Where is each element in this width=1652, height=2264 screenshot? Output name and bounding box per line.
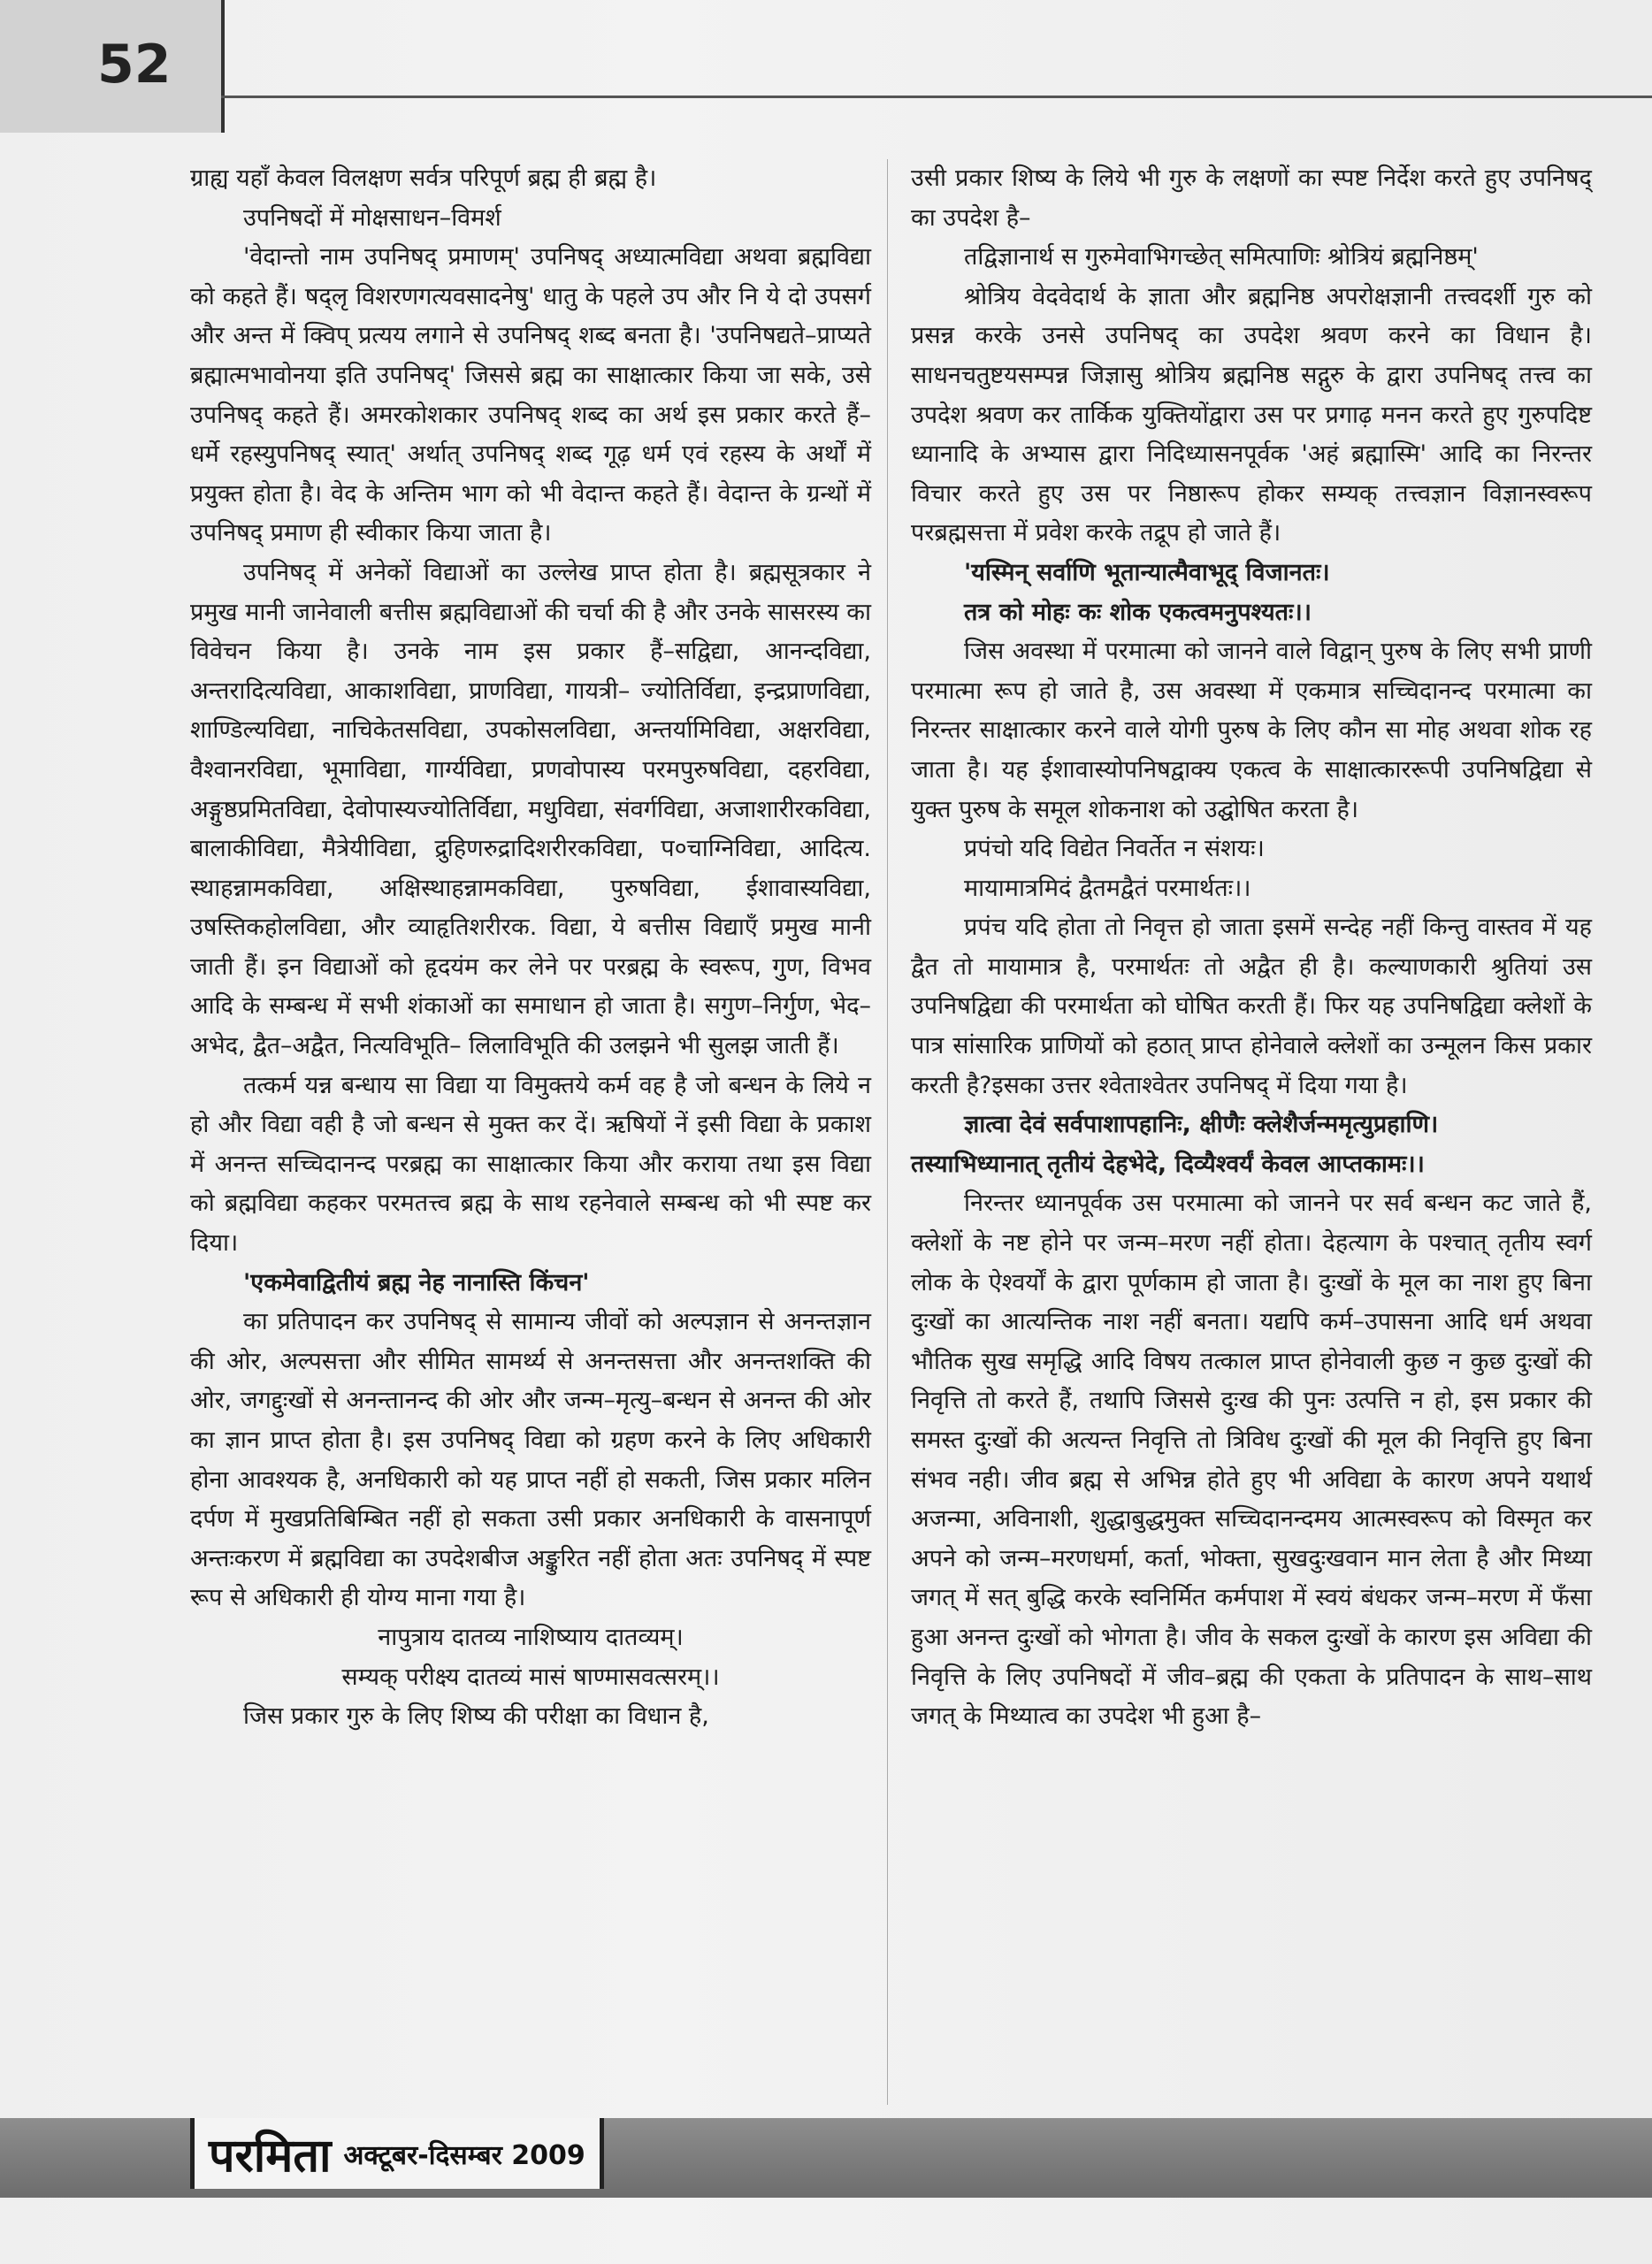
paragraph: श्रोत्रिय वेदवेदार्थ के ज्ञाता और ब्रह्मनिष्ठ अपरोक्षज्ञानी तत्त्वदर्शी गुरु को प्रसन्न करके उनसे उपनिषद् का उपदेश श्रवण करने का विधान है। साधनचतुष्टयसम्पन्न जिज्ञासु श्रोत्रिय ब्रह्मनिष्ठ सद्गुरु के द्वारा उपनिषद् तत्त्व का उपदेश श्रवण कर तार्किक युक्तियोंद्वारा उस पर प्रगाढ़ मनन करते हुए गुरुपदिष्ट ध्यानादि के अभ्यास द्वारा निदिध्यासनपूर्वक 'अहं ब्रह्मास्मि' आदि का निरन्तर विचार करते हुए उस पर निष्ठारूप होकर सम्यक् तत्त्वज्ञान विज्ञानस्वरूप परब्रह्मसत्ता में प्रवेश करके तद्रूप हो जाते हैं। <box>911 282 1592 547</box>
paragraph: तत्कर्म यन्न बन्धाय सा विद्या या विमुक्तये कर्म वह है जो बन्धन के लिये न हो और विद्या वही है जो बन्धन से मुक्त कर दें। ऋषियों नें इसी विद्या के प्रकाश में अनन्त सच्चिदानन्द परब्रह्म का साक्षात्कार किया और कराया तथा इस विद्या को ब्रह्मविद्या कहकर परमतत्त्व ब्रह्म के साथ रहनेवाले सम्बन्ध को भी स्पष्ट कर दिया। <box>190 1071 871 1258</box>
paragraph: निरन्तर ध्यानपूर्वक उस परमात्मा को जानने पर सर्व बन्धन कट जाते हैं, क्लेशों के नष्ट होने पर जन्म–मरण नहीं होता। देहत्याग के पश्चात् तृतीय स्वर्ग लोक के ऐश्वर्यों के द्वारा पूर्णकाम हो जाता है। दुःखों के मूल का नाश हुए बिना दुःखों का आत्यन्तिक नाश नहीं बनता। यद्यपि कर्म–उपासना आदि धर्म अथवा भौतिक सुख समृद्धि आदि विषय तत्काल प्राप्त होनेवाली कुछ न कुछ दुःखों की निवृत्ति तो करते हैं, तथापि जिससे दुःख की पुनः उत्पत्ति न हो, इस प्रकार की समस्त दुःखों की अत्यन्त निवृत्ति तो त्रिविध दुःखों की मूल की निवृत्ति हुए बिना संभव नही। जीव ब्रह्म से अभिन्न होते हुए भी अविद्या के कारण अपने यथार्थ अजन्मा, अविनाशी, शुद्धाबुद्धमुक्त सच्चिदानन्दमय आत्मस्वरूप को विस्मृत कर अपने को जन्म–मरणधर्मा, कर्ता, भोक्ता, सुखदुःखवान मान लेता है और मिथ्या जगत् में सत् बुद्धि करके स्वनिर्मित कर्मपाश में स्वयं बंधकर जन्म–मरण में फँसा हुआ अनन्त दुःखों को भोगता है। जीव के सकल दुःखों के कारण इस अविद्या की निवृत्ति के लिए उपनिषदों में जीव–ब्रह्म की एकता के प्रतिपादन के साथ–साथ जगत् के मिथ्यात्व का उपदेश भी हुआ है– <box>911 1189 1592 1731</box>
sanskrit-quote: तद्विज्ञानार्थ स गुरुमेवाभिगच्छेत् समित्पाणिः श्रोत्रियं ब्रह्मनिष्ठम्' <box>964 243 1479 272</box>
sanskrit-verse-line: तस्याभिध्यानात् तृतीयं देहभेदे, दिव्यैश्वर्यं केवल आप्तकामः।। <box>911 1150 1425 1178</box>
column-divider <box>887 159 888 2105</box>
page-number-box <box>0 0 225 133</box>
sanskrit-verse-line: सम्यक् परीक्ष्य दातव्यं मासं षाण्मासवत्सरम्।। <box>341 1663 720 1691</box>
paragraph: प्रपंच यदि होता तो निवृत्त हो जाता इसमें सन्देह नहीं किन्तु वास्तव में यह द्वैत तो मायामात्र है, परमार्थतः तो अद्वैत ही है। कल्याणकारी श्रुतियां उस उपनिषद्विद्या की परमार्थता को घोषित करती हैं। फिर यह उपनिषद्विद्या क्लेशों के पात्र सांसारिक प्राणियों को हठात् प्राप्त होनेवाले क्लेशों का उन्मूलन किस प्रकार करती है?इसका उत्तर श्वेताश्वेतर उपनिषद् में दिया गया है। <box>911 914 1592 1099</box>
paragraph: उसी प्रकार शिष्य के लिये भी गुरु के लक्षणों का स्पष्ट निर्देश करते हुए उपनिषद् का उपदेश है– <box>911 164 1592 232</box>
sanskrit-verse-line: नापुत्राय दातव्य नाशिष्याय दातव्यम्। <box>378 1623 684 1651</box>
page-number: 52 <box>97 34 172 96</box>
paragraph: का प्रतिपादन कर उपनिषद् से सामान्य जीवों को अल्पज्ञान से अनन्तज्ञान की ओर, अल्पसत्ता और सीमित सामर्थ्य से अनन्तसत्ता और अनन्तशक्ति की ओर, जगद्दुःखों से अनन्तानन्द की ओर और जन्म–मृत्यु–बन्धन से अनन्त की ओर का ज्ञान प्राप्त होता है। इस उपनिषद् विद्या को ग्रहण करने के लिए अधिकारी होना आवश्यक है, अनधिकारी को यह प्राप्त नहीं हो सकती, जिस प्रकार मलिन दर्पण में मुखप्रतिबिम्बित नहीं हो सकता उसी प्रकार अनधिकारी के वासनापूर्ण अन्तःकरण में ब्रह्मविद्या का उपदेशबीज अङ्कुरित नहीं होता अतः उपनिषद् में स्पष्ट रूप से अधिकारी ही योग्य माना गया है। <box>190 1308 871 1612</box>
magazine-title: परमिता <box>209 2129 332 2183</box>
paragraph: 'वेदान्तो नाम उपनिषद् प्रमाणम्' उपनिषद् अध्यात्मविद्या अथवा ब्रह्मविद्या को कहते हैं। षद्लृ विशरणगत्यवसादनेषु' धातु के पहले उप और नि ये दो उपसर्ग और अन्त में क्विप् प्रत्यय लगाने से उपनिषद् शब्द बनता है। 'उपनिषद्यते–प्राप्यते ब्रह्मात्मभावोनया इति उपनिषद्' जिससे ब्रह्म का साक्षात्कार किया जा सके, उसे उपनिषद् कहते हैं। अमरकोशकार उपनिषद् शब्द का अर्थ इस प्रकार करते हैं– धर्मे रहस्युपनिषद् स्यात्' अर्थात् उपनिषद् शब्द गूढ़ धर्म एवं रहस्य के अर्थों में प्रयुक्त होता है। वेद के अन्तिम भाग को भी वेदान्त कहते हैं। वेदान्त के ग्रन्थों में उपनिषद् प्रमाण ही स्वीकार किया जाता है। <box>190 243 871 547</box>
paragraph: जिस अवस्था में परमात्मा को जानने वाले विद्वान् पुरुष के लिए सभी प्राणी परमात्मा रूप हो जाते है, उस अवस्था में एकमात्र सच्चिदानन्द परमात्मा का निरन्तर साक्षात्कार करने वाले योगी पुरुष के लिए कौन सा मोह अथवा शोक रह जाता है। यह ईशावास्योपनिषद्वाक्य एकत्व के साक्षात्काररूपी उपनिषद्विद्या से युक्त पुरुष के समूल शोकनाश को उद्घोषित करता है। <box>911 638 1592 823</box>
sanskrit-verse-line: प्रपंचो यदि विद्येत निवर्तेत न संशयः। <box>964 835 1265 863</box>
paragraph: जिस प्रकार गुरु के लिए शिष्य की परीक्षा का विधान है, <box>243 1702 709 1731</box>
sanskrit-verse-line: मायामात्रमिदं द्वैतमद्वैतं परमार्थतः।। <box>964 874 1251 902</box>
paragraph: ग्राह्य यहाँ केवल विलक्षण सर्वत्र परिपूर्ण ब्रह्म ही ब्रह्म है। <box>190 164 657 192</box>
section-heading: उपनिषदों में मोक्षसाधन–विमर्श <box>243 203 501 232</box>
sanskrit-quote: 'एकमेवाद्वितीयं ब्रह्म नेह नानास्ति किंचन' <box>243 1268 590 1296</box>
header-rule <box>221 96 1652 98</box>
left-column <box>190 159 871 1737</box>
sanskrit-verse-line: ज्ञात्वा देवं सर्वपाशापहानिः, क्षीणैः क्लेशैर्जन्ममृत्युप्रहाणि। <box>964 1111 1439 1139</box>
issue-date: अक्टूबर-दिसम्बर 2009 <box>343 2139 585 2171</box>
sanskrit-verse-line: 'यस्मिन् सर्वाणि भूतान्यात्मैवाभूद् विजानतः। <box>964 558 1330 586</box>
sanskrit-verse-line: तत्र को मोहः कः शोक एकत्वमनुपश्यतः।। <box>964 598 1312 626</box>
footer-masthead <box>190 2118 604 2189</box>
paragraph: उपनिषद् में अनेकों विद्याओं का उल्लेख प्राप्त होता है। ब्रह्मसूत्रकार ने प्रमुख मानी जानेवाली बत्तीस ब्रह्मविद्याओं की चर्चा की है और उनके सासरस्य का विवेचन किया है। उनके नाम इस प्रकार हैं–सद्विद्या, आनन्दविद्या, अन्तरादित्यविद्या, आकाशविद्या, प्राणविद्या, गायत्री– ज्योतिर्विद्या, इन्द्रप्राणविद्या, शाण्डिल्यविद्या, नाचिकेतसविद्या, उपकोसलविद्या, अन्तर्यामिविद्या, अक्षरविद्या, वैश्वानरविद्या, भूमाविद्या, गार्ग्यविद्या, प्रणवोपास्य परमपुरुषविद्या, दहरविद्या, अङ्गुष्ठप्रमितविद्या, देवोपास्यज्योतिर्विद्या, मधुविद्या, संवर्गविद्या, अजाशारीरकविद्या, बालाकीविद्या, मैत्रेयीविद्या, द्रुहिणरुद्रादिशरीरकविद्या, प०चाग्निविद्या, आदित्य. स्थाहन्नामकविद्या, अक्षिस्थाहन्नामकविद्या, पुरुषविद्या, ईशावास्यविद्या, उषस्तिकहोलविद्या, और व्याहृतिशरीरक. विद्या, ये बत्तीस विद्याएँ प्रमुख मानी जाती हैं। इन विद्याओं को हृदयंम कर लेने पर परब्रह्म के स्वरूप, गुण, विभव आदि के सम्बन्ध में सभी शंकाओं का समाधान हो जाता है। सगुण–निर्गुण, भेद–अभेद, द्वैत–अद्वैत, नित्यविभूति– लिलाविभूति की उलझने भी सुलझ जाती हैं। <box>190 558 871 1060</box>
right-column <box>911 159 1592 1737</box>
